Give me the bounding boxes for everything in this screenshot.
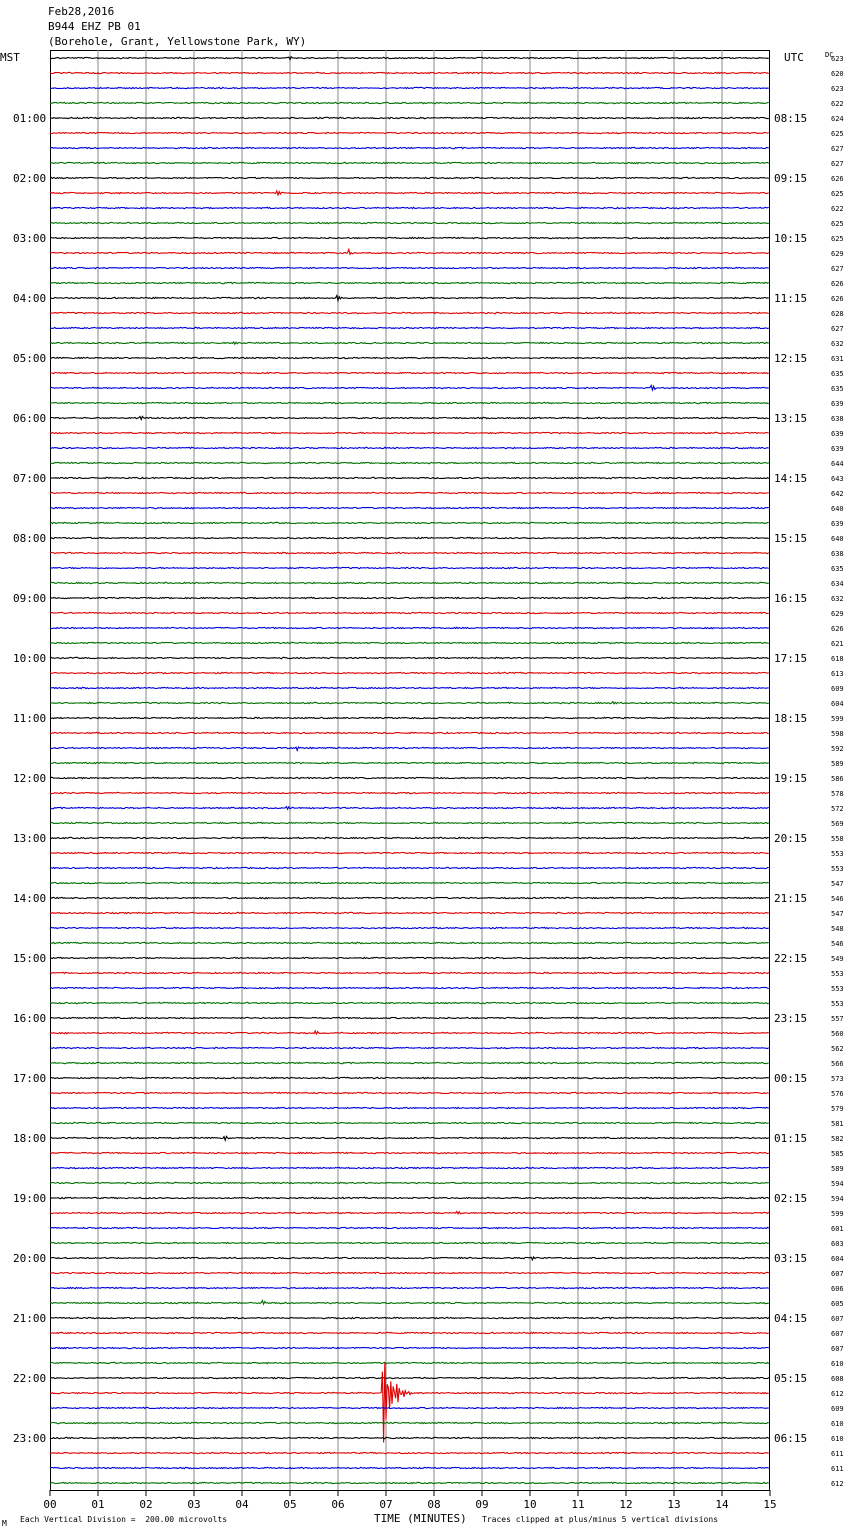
dc-offset-value: 605	[831, 1300, 844, 1308]
x-tick-label: 08	[427, 1498, 441, 1511]
mst-hour-label: 06:00	[13, 412, 47, 425]
dc-offset-value: 635	[831, 370, 844, 378]
dc-offset-value: 639	[831, 520, 844, 528]
dc-offset-value: 582	[831, 1135, 844, 1143]
mst-axis-label: MST	[0, 51, 20, 64]
dc-offset-value: 608	[831, 1375, 844, 1383]
trace-line	[50, 1482, 769, 1483]
utc-hour-label: 11:15	[774, 292, 808, 305]
trace-line	[50, 537, 769, 538]
x-tick-label: 14	[715, 1498, 729, 1511]
x-tick-label: 05	[283, 1498, 297, 1511]
trace-line	[50, 207, 769, 208]
dc-offset-value: 598	[831, 730, 844, 738]
mst-hour-label: 16:00	[13, 1012, 47, 1025]
trace-line	[50, 1077, 769, 1078]
dc-offset-value: 624	[831, 115, 844, 123]
trace-line	[50, 597, 769, 598]
trace-line	[50, 837, 769, 838]
trace-line	[50, 792, 769, 793]
plot-frame	[51, 51, 770, 1491]
trace-line	[50, 1136, 769, 1140]
utc-hour-label: 17:15	[774, 652, 808, 665]
trace-line	[50, 1301, 769, 1305]
utc-axis-label: UTC	[784, 51, 804, 64]
trace-line	[50, 747, 769, 750]
trace-line	[50, 296, 769, 301]
trace-line	[50, 942, 769, 943]
trace-line	[50, 282, 769, 283]
dc-offset-value: 620	[831, 70, 844, 78]
dc-offset-value: 631	[831, 355, 844, 363]
mst-hour-label: 18:00	[13, 1132, 47, 1145]
dc-offset-value: 609	[831, 685, 844, 693]
dc-offset-value: 613	[831, 670, 844, 678]
dc-offset-value: 627	[831, 160, 844, 168]
trace-line	[50, 492, 769, 493]
trace-line	[50, 717, 769, 718]
trace-line	[50, 1347, 769, 1348]
trace-line	[50, 687, 769, 688]
dc-offset-value: 634	[831, 580, 844, 588]
dc-offset-value: 635	[831, 385, 844, 393]
trace-line	[50, 1017, 769, 1018]
trace-line	[50, 852, 769, 853]
header-location: (Borehole, Grant, Yellowstone Park, WY)	[48, 35, 307, 48]
dc-offset-value: 627	[831, 145, 844, 153]
trace-line	[50, 342, 769, 344]
dc-offset-value: 626	[831, 295, 844, 303]
utc-hour-label: 02:15	[774, 1192, 808, 1205]
trace-line	[50, 447, 769, 448]
dc-offset-value: 546	[831, 895, 844, 903]
utc-hour-label: 08:15	[774, 112, 808, 125]
dc-offset-value: 547	[831, 880, 844, 888]
dc-offset-value: 612	[831, 1390, 844, 1398]
trace-line	[50, 1047, 769, 1048]
trace-line	[50, 1227, 769, 1228]
trace-line	[50, 702, 769, 704]
trace-line	[50, 882, 769, 883]
utc-hour-label: 23:15	[774, 1012, 808, 1025]
utc-hour-label: 01:15	[774, 1132, 808, 1145]
dc-offset-value: 618	[831, 655, 844, 663]
dc-offset-value: 573	[831, 1075, 844, 1083]
trace-line	[50, 102, 769, 103]
dc-offset-value: 589	[831, 1165, 844, 1173]
dc-offset-value: 639	[831, 400, 844, 408]
dc-offset-value: 569	[831, 820, 844, 828]
dc-offset-value: 562	[831, 1045, 844, 1053]
dc-offset-value: 610	[831, 1435, 844, 1443]
trace-line	[50, 1377, 769, 1378]
mst-hour-label: 02:00	[13, 172, 47, 185]
dc-offset-value: 553	[831, 850, 844, 858]
trace-line	[50, 867, 769, 868]
utc-hour-label: 05:15	[774, 1372, 808, 1385]
x-tick-label: 13	[667, 1498, 681, 1511]
dc-offset-value: 629	[831, 250, 844, 258]
trace-line	[50, 1287, 769, 1288]
trace-line	[50, 1257, 769, 1260]
trace-line	[50, 249, 769, 254]
mst-hour-label: 13:00	[13, 832, 47, 845]
trace-line	[50, 582, 769, 583]
mst-hour-label: 19:00	[13, 1192, 47, 1205]
dc-offset-value: 627	[831, 325, 844, 333]
dc-offset-value: 612	[831, 1480, 844, 1488]
dc-offset-value: 626	[831, 280, 844, 288]
mst-hour-label: 17:00	[13, 1072, 47, 1085]
trace-line	[50, 177, 769, 178]
dc-offset-value: 638	[831, 415, 844, 423]
trace-line	[50, 1422, 769, 1423]
trace-line	[50, 972, 769, 973]
mst-hour-label: 07:00	[13, 472, 47, 485]
x-tick-label: 01	[91, 1498, 105, 1511]
trace-line	[50, 402, 769, 403]
dc-offset-value: 609	[831, 1405, 844, 1413]
trace-line	[50, 222, 769, 223]
trace-line	[50, 162, 769, 163]
dc-offset-value: 553	[831, 970, 844, 978]
utc-hour-label: 19:15	[774, 772, 808, 785]
dc-offset-value: 639	[831, 445, 844, 453]
trace-line	[50, 1467, 769, 1468]
footer-scale: Each Vertical Division = 200.00 microvolts	[20, 1515, 228, 1524]
mst-hour-label: 03:00	[13, 232, 47, 245]
dc-offset-value: 604	[831, 1255, 844, 1263]
dc-offset-value: 610	[831, 1420, 844, 1428]
utc-hour-label: 00:15	[774, 1072, 808, 1085]
dc-offset-value: 625	[831, 235, 844, 243]
dc-offset-value: 599	[831, 1210, 844, 1218]
dc-offset-value: 629	[831, 610, 844, 618]
trace-line	[50, 1002, 769, 1003]
utc-hour-label: 10:15	[774, 232, 808, 245]
dc-offset-value: 603	[831, 1240, 844, 1248]
dc-offset-value: 546	[831, 940, 844, 948]
trace-line	[50, 732, 769, 733]
mst-hour-label: 08:00	[13, 532, 47, 545]
dc-offset-value: 622	[831, 100, 844, 108]
trace-line	[50, 1182, 769, 1183]
dc-offset-value: 625	[831, 220, 844, 228]
trace-line	[50, 1407, 769, 1408]
trace-line	[50, 807, 769, 810]
trace-line	[50, 1122, 769, 1123]
dc-offset-value: 625	[831, 130, 844, 138]
x-tick-label: 07	[379, 1498, 393, 1511]
dc-offset-value: 622	[831, 205, 844, 213]
dc-offset-value: 607	[831, 1330, 844, 1338]
utc-hour-label: 18:15	[774, 712, 808, 725]
trace-line	[50, 762, 769, 763]
trace-line	[50, 1092, 769, 1093]
dc-offset-value: 610	[831, 1360, 844, 1368]
trace-line	[50, 507, 769, 508]
trace-line	[50, 1152, 769, 1153]
dc-offset-value: 548	[831, 925, 844, 933]
mst-hour-label: 09:00	[13, 592, 47, 605]
dc-offset-value: 643	[831, 475, 844, 483]
dc-offset-value: 553	[831, 865, 844, 873]
trace-line	[50, 416, 769, 419]
mst-hour-label: 12:00	[13, 772, 47, 785]
trace-line	[50, 927, 769, 928]
trace-line	[50, 672, 769, 673]
dc-offset-value: 639	[831, 430, 844, 438]
footer-mark: M	[2, 1519, 7, 1528]
dc-offset-value: 626	[831, 625, 844, 633]
trace-line	[50, 1031, 769, 1034]
dc-offset-value: 640	[831, 505, 844, 513]
trace-line	[50, 522, 769, 523]
dc-label: DC	[825, 51, 834, 59]
utc-hour-label: 09:15	[774, 172, 808, 185]
trace-line	[50, 72, 769, 73]
utc-hour-label: 21:15	[774, 892, 808, 905]
header-date: Feb28,2016	[48, 5, 115, 18]
trace-line	[50, 477, 769, 478]
utc-hour-label: 14:15	[774, 472, 808, 485]
dc-offset-value: 592	[831, 745, 844, 753]
trace-line	[50, 267, 769, 268]
x-tick-label: 00	[43, 1498, 57, 1511]
dc-offset-value: 547	[831, 910, 844, 918]
trace-line	[50, 642, 769, 643]
trace-line	[50, 1062, 769, 1063]
trace-line	[50, 462, 769, 463]
x-tick-label: 02	[139, 1498, 153, 1511]
dc-offset-value: 628	[831, 310, 844, 318]
mst-hour-label: 20:00	[13, 1252, 47, 1265]
dc-offset-value: 621	[831, 640, 844, 648]
dc-offset-value: 611	[831, 1465, 844, 1473]
trace-line	[50, 327, 769, 328]
trace-line	[50, 1242, 769, 1243]
dc-offset-value: 594	[831, 1180, 844, 1188]
dc-offset-value: 579	[831, 1105, 844, 1113]
dc-offset-value: 611	[831, 1450, 844, 1458]
trace-line	[50, 1332, 769, 1333]
dc-offset-value: 627	[831, 265, 844, 273]
dc-offset-value: 638	[831, 550, 844, 558]
trace-line	[50, 822, 769, 823]
x-tick-label: 12	[619, 1498, 633, 1511]
trace-line	[50, 1317, 769, 1318]
dc-offset-value: 607	[831, 1315, 844, 1323]
dc-offset-value: 644	[831, 460, 844, 468]
footer-clip-note: Traces clipped at plus/minus 5 vertical divisions	[482, 1515, 719, 1524]
trace-line	[50, 372, 769, 373]
dc-offset-value: 576	[831, 1090, 844, 1098]
utc-hour-label: 04:15	[774, 1312, 808, 1325]
trace-line	[50, 237, 769, 238]
dc-offset-value: 625	[831, 190, 844, 198]
trace-line	[50, 385, 769, 390]
trace-line	[50, 1362, 769, 1363]
trace-line	[50, 657, 769, 658]
trace-line	[50, 612, 769, 613]
utc-hour-label: 22:15	[774, 952, 808, 965]
trace-line	[50, 117, 769, 118]
dc-offset-value: 604	[831, 700, 844, 708]
trace-line	[50, 552, 769, 553]
x-tick-label: 04	[235, 1498, 249, 1511]
mst-hour-label: 22:00	[13, 1372, 47, 1385]
utc-hour-label: 15:15	[774, 532, 808, 545]
dc-offset-value: 626	[831, 175, 844, 183]
trace-line	[50, 957, 769, 958]
dc-offset-value: 586	[831, 775, 844, 783]
dc-offset-value: 585	[831, 1150, 844, 1158]
dc-offset-value: 566	[831, 1060, 844, 1068]
seismic-traces	[50, 57, 769, 1484]
mst-hour-label: 23:00	[13, 1432, 47, 1445]
header-station: B944 EHZ PB 01	[48, 20, 141, 33]
mst-hour-label: 01:00	[13, 112, 47, 125]
mst-hour-label: 05:00	[13, 352, 47, 365]
trace-line	[50, 1363, 769, 1443]
dc-offset-value: 599	[831, 715, 844, 723]
mst-hour-label: 04:00	[13, 292, 47, 305]
dc-offset-value: 549	[831, 955, 844, 963]
trace-line	[50, 567, 769, 568]
trace-line	[50, 1272, 769, 1273]
trace-line	[50, 147, 769, 148]
trace-line	[50, 432, 769, 433]
dc-offset-value: 635	[831, 565, 844, 573]
dc-offset-value: 642	[831, 490, 844, 498]
trace-line	[50, 987, 769, 988]
mst-hour-label: 10:00	[13, 652, 47, 665]
dc-offset-value: 640	[831, 535, 844, 543]
trace-line	[50, 1197, 769, 1198]
trace-line	[50, 912, 769, 913]
x-tick-label: 06	[331, 1498, 345, 1511]
dc-offset-value: 560	[831, 1030, 844, 1038]
utc-hour-label: 06:15	[774, 1432, 808, 1445]
trace-line	[50, 57, 769, 60]
dc-offset-value: 632	[831, 340, 844, 348]
x-tick-label: 15	[763, 1498, 777, 1511]
utc-hour-label: 20:15	[774, 832, 808, 845]
dc-offset-value: 557	[831, 1015, 844, 1023]
dc-offset-value: 606	[831, 1285, 844, 1293]
x-tick-label: 03	[187, 1498, 201, 1511]
utc-hour-label: 12:15	[774, 352, 808, 365]
dc-offset-value: 572	[831, 805, 844, 813]
dc-offset-value: 607	[831, 1270, 844, 1278]
trace-line	[50, 312, 769, 313]
dc-offset-value: 607	[831, 1345, 844, 1353]
trace-line	[50, 191, 769, 195]
dc-offset-value: 553	[831, 985, 844, 993]
trace-line	[50, 1107, 769, 1108]
trace-line	[50, 87, 769, 88]
utc-hour-label: 13:15	[774, 412, 808, 425]
dc-offset-value: 578	[831, 790, 844, 798]
trace-line	[50, 897, 769, 898]
utc-hour-label: 16:15	[774, 592, 808, 605]
trace-line	[50, 1437, 769, 1438]
utc-hour-label: 03:15	[774, 1252, 808, 1265]
x-tick-label: 11	[571, 1498, 585, 1511]
x-axis-ticks	[43, 1490, 776, 1511]
dc-offset-value: 581	[831, 1120, 844, 1128]
trace-line	[50, 627, 769, 628]
mst-hour-label: 14:00	[13, 892, 47, 905]
mst-hour-label: 21:00	[13, 1312, 47, 1325]
dc-offset-value: 623	[831, 85, 844, 93]
dc-offset-labels	[831, 55, 844, 1488]
dc-offset-value: 594	[831, 1195, 844, 1203]
x-tick-label: 10	[523, 1498, 537, 1511]
mst-hour-label: 15:00	[13, 952, 47, 965]
trace-line	[50, 357, 769, 358]
dc-offset-value: 623	[831, 55, 844, 63]
trace-line	[50, 132, 769, 133]
x-axis-title: TIME (MINUTES)	[374, 1512, 467, 1525]
x-tick-label: 09	[475, 1498, 489, 1511]
trace-line	[50, 1211, 769, 1213]
dc-offset-value: 632	[831, 595, 844, 603]
dc-offset-value: 558	[831, 835, 844, 843]
dc-offset-value: 601	[831, 1225, 844, 1233]
dc-offset-value: 589	[831, 760, 844, 768]
mst-hour-label: 11:00	[13, 712, 47, 725]
trace-line	[50, 1452, 769, 1453]
trace-line	[50, 1167, 769, 1168]
dc-offset-value: 553	[831, 1000, 844, 1008]
trace-line	[50, 777, 769, 778]
